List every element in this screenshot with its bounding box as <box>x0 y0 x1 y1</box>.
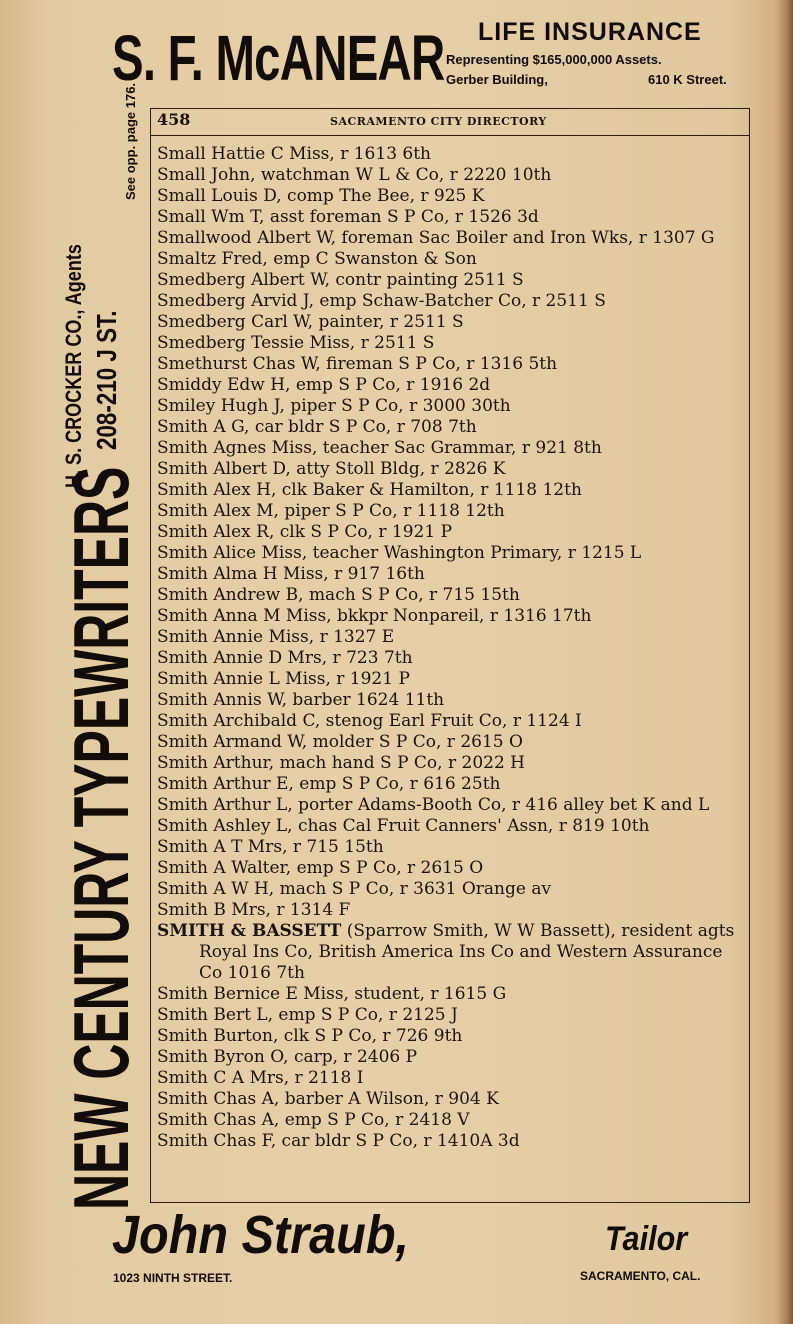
advertiser-name: S. F. McANEAR <box>112 22 445 94</box>
entry-text: Smith Anna M Miss, bkkpr Nonpareil, r 1316 17th <box>157 606 592 626</box>
directory-entry <box>157 837 749 858</box>
entry-text: Smith Archibald C, stenog Earl Fruit Co, r 1124 I <box>157 711 582 731</box>
directory-entry <box>157 606 749 627</box>
directory-entry <box>157 228 749 249</box>
ad-headline: LIFE INSURANCE <box>478 18 702 46</box>
ad-assets-line: Representing $165,000,000 Assets. <box>446 52 662 67</box>
bottom-ad-trade: Tailor <box>605 1220 688 1258</box>
entry-text: Smith Annie L Miss, r 1921 P <box>157 669 410 689</box>
entry-text: Small John, watchman W L & Co, r 2220 10th <box>157 165 552 185</box>
entry-text: Smith Alice Miss, teacher Washington Primary, r 1215 L <box>157 543 642 563</box>
entry-text: Smallwood Albert W, foreman Sac Boiler and Iron Wks, r 1307 G <box>157 228 715 248</box>
side-ad-reference: See opp. page 176. <box>123 82 138 200</box>
page-number: 458 <box>157 110 191 129</box>
directory-entry <box>157 396 749 417</box>
side-ad-address: 208-210 J ST. <box>91 310 122 450</box>
directory-entry <box>157 543 749 564</box>
bottom-ad-city: SACRAMENTO, CAL. <box>580 1269 701 1283</box>
directory-entry <box>157 501 749 522</box>
ad-street: 610 K Street. <box>648 72 727 87</box>
directory-entry <box>157 144 749 165</box>
entry-text: Smith Arthur, mach hand S P Co, r 2022 H <box>157 753 525 773</box>
side-ad-agent: H. S. CROCKER CO., Agents <box>61 244 86 488</box>
entry-text: Smith Chas A, emp S P Co, r 2418 V <box>157 1110 470 1130</box>
directory-entry <box>157 816 749 837</box>
directory-entry <box>157 900 749 921</box>
entry-text: Smith Bert L, emp S P Co, r 2125 J <box>157 1005 458 1025</box>
entry-text: Smiddy Edw H, emp S P Co, r 1916 2d <box>157 375 491 395</box>
entry-text: Smith A Walter, emp S P Co, r 2615 O <box>157 858 484 878</box>
entry-text: Smaltz Fred, emp C Swanston & Son <box>157 249 477 269</box>
directory-entry <box>157 984 749 1005</box>
directory-entry <box>157 522 749 543</box>
directory-entry <box>157 459 749 480</box>
directory-entry <box>157 711 749 732</box>
header-rule <box>150 135 750 136</box>
entry-text: Smith A T Mrs, r 715 15th <box>157 837 384 857</box>
directory-entry <box>157 375 749 396</box>
entry-text: Smith Andrew B, mach S P Co, r 715 15th <box>157 585 520 605</box>
directory-entry <box>157 354 749 375</box>
directory-entry <box>157 438 749 459</box>
directory-entry <box>157 879 749 900</box>
frame-top-rule <box>150 108 750 109</box>
entry-text: Smith Ashley L, chas Cal Fruit Canners' Assn, r 819 10th <box>157 816 650 836</box>
entry-text: Smith Bernice E Miss, student, r 1615 G <box>157 984 507 1004</box>
directory-entry <box>157 690 749 711</box>
directory-entry <box>157 270 749 291</box>
entry-text: Smedberg Tessie Miss, r 2511 S <box>157 333 435 353</box>
entry-text: Smith Annis W, barber 1624 11th <box>157 690 445 710</box>
directory-entry <box>157 333 749 354</box>
entry-text: Smith Alma H Miss, r 917 16th <box>157 564 425 584</box>
entry-text: Smedberg Arvid J, emp Schaw-Batcher Co, r 2511 S <box>157 291 606 311</box>
entry-text: Smith C A Mrs, r 2118 I <box>157 1068 364 1088</box>
entry-text: Smith Alex H, clk Baker & Hamilton, r 1118 12th <box>157 480 582 500</box>
entry-text: Smith Arthur L, porter Adams-Booth Co, r 416 alley bet K and L <box>157 795 710 815</box>
entry-text: Smith Alex M, piper S P Co, r 1118 12th <box>157 501 505 521</box>
directory-entry <box>157 585 749 606</box>
entry-text: Smith A W H, mach S P Co, r 3631 Orange av <box>157 879 552 899</box>
side-ad-main: NEW CENTURY TYPEWRITERS <box>57 466 145 1210</box>
directory-entry <box>157 921 749 984</box>
entry-text: Smethurst Chas W, fireman S P Co, r 1316 5th <box>157 354 558 374</box>
entry-text: Small Louis D, comp The Bee, r 925 K <box>157 186 485 206</box>
directory-entry <box>157 186 749 207</box>
directory-entry <box>157 669 749 690</box>
entry-text: Small Hattie C Miss, r 1613 6th <box>157 144 432 164</box>
directory-entry <box>157 858 749 879</box>
entry-text: Smith Alex R, clk S P Co, r 1921 P <box>157 522 453 542</box>
entry-text: Smith B Mrs, r 1314 F <box>157 900 351 920</box>
side-advertisement <box>57 82 150 1210</box>
entry-text: Smith A G, car bldr S P Co, r 708 7th <box>157 417 477 437</box>
directory-entry <box>157 417 749 438</box>
directory-entry <box>157 1110 749 1131</box>
entry-text: Smith Agnes Miss, teacher Sac Grammar, r 921 8th <box>157 438 602 458</box>
page-edge-shadow <box>775 0 793 1324</box>
directory-entry <box>157 1047 749 1068</box>
directory-entry <box>157 627 749 648</box>
directory-entry <box>157 312 749 333</box>
side-ad-rotated <box>57 82 150 1210</box>
entry-text: (Sparrow Smith, W W Bassett), resident agts Royal Ins Co, British America Ins Co and Western Assurance Co 1016 7th <box>199 921 735 983</box>
entry-text: Smedberg Albert W, contr painting 2511 S <box>157 270 524 290</box>
directory-entry <box>157 732 749 753</box>
entry-text: Smith Byron O, carp, r 2406 P <box>157 1047 418 1067</box>
entry-text: Smith Chas A, barber A Wilson, r 904 K <box>157 1089 499 1109</box>
directory-entry <box>157 1026 749 1047</box>
directory-entry <box>157 1068 749 1089</box>
directory-entry <box>157 480 749 501</box>
ad-building: Gerber Building, <box>446 72 548 87</box>
bottom-ad-name: John Straub, <box>112 1205 410 1265</box>
directory-entry <box>157 291 749 312</box>
running-head: SACRAMENTO CITY DIRECTORY <box>330 115 547 128</box>
bottom-ad-address: 1023 NINTH STREET. <box>113 1271 233 1285</box>
entry-text: Smiley Hugh J, piper S P Co, r 3000 30th <box>157 396 511 416</box>
entry-text: Smith Armand W, molder S P Co, r 2615 O <box>157 732 523 752</box>
directory-entry <box>157 795 749 816</box>
directory-entry <box>157 165 749 186</box>
entry-text: Smith Burton, clk S P Co, r 726 9th <box>157 1026 463 1046</box>
directory-entry <box>157 1005 749 1026</box>
directory-entry <box>157 774 749 795</box>
directory-entry <box>157 249 749 270</box>
top-advertisement <box>0 0 793 110</box>
entry-text: Small Wm T, asst foreman S P Co, r 1526 3d <box>157 207 539 227</box>
entry-text: Smith Chas F, car bldr S P Co, r 1410A 3d <box>157 1131 520 1151</box>
directory-entry <box>157 648 749 669</box>
entry-text: Smedberg Carl W, painter, r 2511 S <box>157 312 464 332</box>
entry-text: Smith Albert D, atty Stoll Bldg, r 2826 K <box>157 459 506 479</box>
directory-entries <box>157 144 749 1152</box>
entry-text: Smith Annie D Mrs, r 723 7th <box>157 648 413 668</box>
entry-text: Smith Arthur E, emp S P Co, r 616 25th <box>157 774 501 794</box>
directory-entry <box>157 207 749 228</box>
directory-entry <box>157 1089 749 1110</box>
entry-text: Smith Annie Miss, r 1327 E <box>157 627 395 647</box>
directory-entry <box>157 564 749 585</box>
directory-entry <box>157 1131 749 1152</box>
firm-name: SMITH & BASSETT <box>157 921 342 941</box>
directory-entry <box>157 753 749 774</box>
